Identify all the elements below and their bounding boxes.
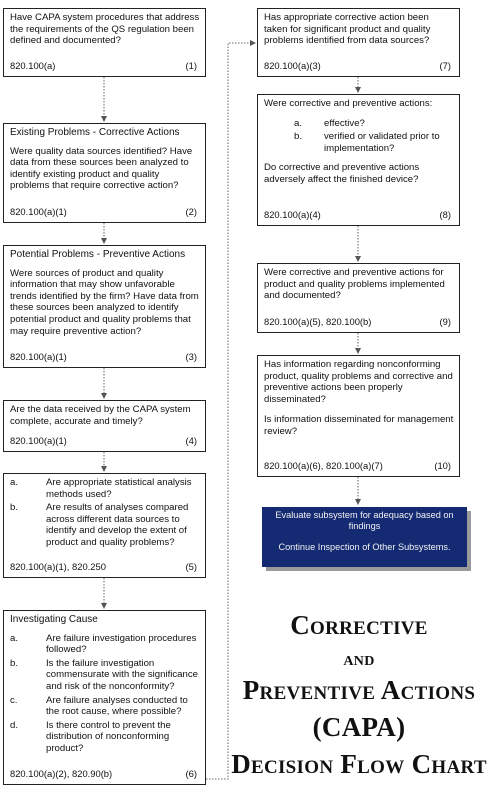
box-6-number: (6) xyxy=(185,768,197,780)
box-5-item-a-marker: a. xyxy=(10,477,19,488)
box-3-question: Were sources of product and quality information that may show unfavorable trends identified by the firm? Have data from these sources been analyzed to identify potential product and quality problems that may require preventive action? xyxy=(10,267,199,337)
box-6-item-b-text: Is the failure investigation commensurate with the significance and risk of the nonconformity? xyxy=(46,657,198,692)
box-5-reference xyxy=(10,561,197,573)
box-6-item-d-text: Is there control to prevent the distribution of nonconforming product? xyxy=(46,719,171,754)
box-8-number: (8) xyxy=(439,209,451,221)
chart-title xyxy=(226,612,492,778)
box-6-item-d xyxy=(10,720,200,755)
box-5-item-b-text: Are results of analyses compared across different data sources to identify and develop the extent of product and quality problems? xyxy=(46,502,189,548)
decision-box-7 xyxy=(257,8,460,77)
box-10-question-2: Is information disseminated for management review? xyxy=(264,414,454,437)
box-3-number: (3) xyxy=(185,351,197,363)
box-6-item-b xyxy=(10,658,200,693)
box-3-heading: Potential Problems - Preventive Actions xyxy=(10,249,186,260)
decision-box-2 xyxy=(3,123,206,223)
box-2-citation: 820.100(a)(1) xyxy=(10,206,67,218)
box-6-item-c-text: Are failure analyses conducted to the root cause, where possible? xyxy=(46,694,188,718)
box-6-item-d-marker: d. xyxy=(10,719,19,731)
decision-box-3 xyxy=(3,245,206,368)
title-line-and: and xyxy=(343,648,375,670)
box-2-number: (2) xyxy=(185,206,197,218)
box-6-item-c xyxy=(10,695,200,718)
box-10-reference xyxy=(264,460,451,472)
box-3-citation: 820.100(a)(1) xyxy=(10,351,67,363)
box-6-citation: 820.100(a)(2), 820.90(b) xyxy=(10,768,113,780)
box-1-reference xyxy=(10,60,197,72)
box-8-citation: 820.100(a)(4) xyxy=(264,209,321,221)
box-4-question: Are the data received by the CAPA system complete, accurate and timely? xyxy=(10,404,191,427)
title-line-decision-flow-chart: Decision Flow Chart xyxy=(231,749,487,779)
box-7-number: (7) xyxy=(439,60,451,72)
box-6-item-a xyxy=(10,633,200,656)
box-7-question: Has appropriate corrective action been taken for significant product and quality problems identified from data sources? xyxy=(264,12,431,47)
final-continue-text: Continue Inspection of Other Subsystems. xyxy=(278,542,451,552)
box-5-item-b-marker: b. xyxy=(10,502,19,514)
box-4-citation: 820.100(a)(1) xyxy=(10,435,67,447)
box-7-reference xyxy=(264,60,451,72)
box-6-reference xyxy=(10,768,197,780)
box-5-item-a xyxy=(10,477,200,500)
box-8-item-b-text: verified or validated prior to implementation? xyxy=(324,131,440,154)
box-5-citation: 820.100(a)(1), 820.250 xyxy=(10,561,106,573)
box-2-heading: Existing Problems - Corrective Actions xyxy=(10,127,180,138)
box-5-item-a-text: Are appropriate statistical analysis methods used? xyxy=(46,477,192,500)
box-8-item-b-marker: b. xyxy=(294,131,303,143)
box-9-number: (9) xyxy=(439,316,451,328)
box-8-question-2: Do corrective and preventive actions adversely affect the finished device? xyxy=(264,162,420,185)
decision-box-1 xyxy=(3,8,206,77)
title-line-corrective: Corrective xyxy=(290,610,428,640)
box-2-question: Were quality data sources identified? Have data from these sources been analyzed to identify existing product and quality problems that require corrective action? xyxy=(10,145,193,192)
decision-box-9 xyxy=(257,263,460,333)
box-8-item-a-marker: a. xyxy=(294,117,303,129)
box-8-item-a xyxy=(294,118,454,130)
box-6-item-a-marker: a. xyxy=(10,632,19,644)
box-6-heading: Investigating Cause xyxy=(10,614,98,625)
box-9-citation: 820.100(a)(5), 820.100(b) xyxy=(264,316,372,328)
decision-box-10 xyxy=(257,355,460,477)
box-1-question: Have CAPA system procedures that address the requirements of the QS regulation been defined and documented? xyxy=(10,12,200,47)
box-4-reference xyxy=(10,435,197,447)
box-8-item-b xyxy=(294,131,454,154)
decision-box-5 xyxy=(3,473,206,578)
final-evaluate-box xyxy=(262,507,467,567)
box-7-citation: 820.100(a)(3) xyxy=(264,60,321,72)
box-1-citation: 820.100(a) xyxy=(10,60,56,72)
box-4-number: (4) xyxy=(185,435,197,447)
box-10-number: (10) xyxy=(434,460,451,472)
final-evaluate-text: Evaluate subsystem for adequacy based on findings xyxy=(275,510,454,531)
box-1-number: (1) xyxy=(185,60,197,72)
box-5-items xyxy=(10,477,200,549)
box-2-reference xyxy=(10,206,197,218)
box-6-item-c-marker: c. xyxy=(10,694,18,706)
box-5-number: (5) xyxy=(185,561,197,573)
title-line-capa: (CAPA) xyxy=(312,712,406,742)
box-10-citation: 820.100(a)(6), 820.100(a)(7) xyxy=(264,460,383,472)
box-9-reference xyxy=(264,316,451,328)
box-8-item-a-text: effective? xyxy=(324,117,365,129)
box-5-item-b xyxy=(10,502,200,548)
box-3-reference xyxy=(10,351,197,363)
decision-box-4 xyxy=(3,400,206,452)
decision-box-6 xyxy=(3,610,206,785)
box-8-question: Were corrective and preventive actions: xyxy=(264,98,433,109)
title-line-preventive-actions: Preventive Actions xyxy=(242,675,476,705)
box-9-question: Were corrective and preventive actions for product and quality problems implemented and documented? xyxy=(264,267,445,302)
box-10-question: Has information regarding nonconforming product, quality problems and corrective and preventive actions been properly disseminated? xyxy=(264,359,453,405)
box-6-items xyxy=(10,633,200,755)
box-8-reference xyxy=(264,209,451,221)
box-6-item-b-marker: b. xyxy=(10,657,19,669)
box-6-item-a-text: Are failure investigation procedures followed? xyxy=(46,632,197,656)
decision-box-8 xyxy=(257,94,460,226)
box-8-items xyxy=(294,118,454,155)
